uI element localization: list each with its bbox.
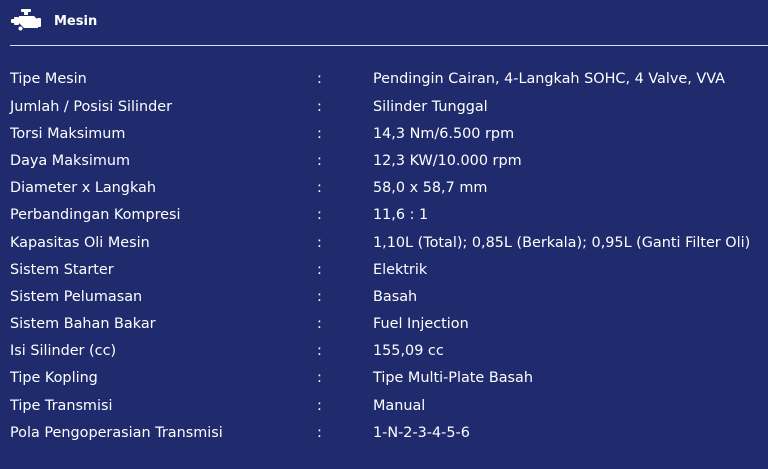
spec-row	[10, 120, 768, 147]
spec-separator: :	[317, 424, 322, 441]
spec-label: Torsi Maksimum	[10, 125, 126, 142]
spec-value: Basah	[373, 288, 418, 305]
spec-row	[10, 175, 768, 202]
spec-separator: :	[317, 234, 322, 251]
spec-separator: :	[317, 397, 322, 414]
spec-separator: :	[317, 343, 322, 360]
header-divider	[10, 45, 768, 46]
spec-row	[10, 338, 768, 365]
spec-separator: :	[317, 71, 322, 88]
spec-label: Pola Pengoperasian Transmisi	[10, 424, 223, 441]
spec-label: Isi Silinder (cc)	[10, 343, 117, 360]
spec-label: Tipe Transmisi	[10, 397, 113, 414]
spec-value: 12,3 KW/10.000 rpm	[373, 152, 522, 169]
spec-value: Silinder Tunggal	[373, 98, 488, 115]
spec-label: Sistem Bahan Bakar	[10, 316, 156, 333]
spec-separator: :	[317, 316, 322, 333]
spec-value: 155,09 cc	[373, 343, 444, 360]
spec-separator: :	[317, 261, 322, 278]
spec-value: 1-N-2-3-4-5-6	[373, 424, 470, 441]
spec-label: Daya Maksimum	[10, 152, 131, 169]
spec-separator: :	[317, 207, 322, 224]
spec-label: Sistem Starter	[10, 261, 114, 278]
spec-label: Tipe Mesin	[10, 71, 87, 88]
spec-label: Diameter x Langkah	[10, 180, 156, 197]
spec-label: Sistem Pelumasan	[10, 288, 143, 305]
section-title: Mesin	[54, 13, 98, 29]
spec-row	[10, 66, 768, 93]
engine-icon	[10, 8, 44, 34]
spec-value: 11,6 : 1	[373, 207, 429, 224]
spec-row	[10, 392, 768, 419]
spec-row	[10, 419, 768, 446]
spec-separator: :	[317, 152, 322, 169]
spec-row	[10, 311, 768, 338]
spec-value: Tipe Multi-Plate Basah	[373, 370, 533, 387]
spec-separator: :	[317, 288, 322, 305]
spec-value: Pendingin Cairan, 4-Langkah SOHC, 4 Valve, VVA	[373, 71, 726, 88]
spec-row	[10, 284, 768, 311]
spec-value: Elektrik	[373, 261, 428, 278]
spec-label: Jumlah / Posisi Silinder	[10, 98, 173, 115]
spec-value: 58,0 x 58,7 mm	[373, 180, 488, 197]
spec-row	[10, 93, 768, 120]
spec-row	[10, 229, 768, 256]
spec-value: 14,3 Nm/6.500 rpm	[373, 125, 515, 142]
section-header	[10, 6, 97, 36]
spec-separator: :	[317, 180, 322, 197]
engine-spec-list	[10, 66, 768, 447]
spec-value: Manual	[373, 397, 426, 414]
spec-label: Kapasitas Oli Mesin	[10, 234, 150, 251]
spec-label: Tipe Kopling	[10, 370, 98, 387]
spec-row	[10, 256, 768, 283]
spec-row	[10, 148, 768, 175]
spec-label: Perbandingan Kompresi	[10, 207, 181, 224]
spec-row	[10, 365, 768, 392]
spec-value: Fuel Injection	[373, 316, 469, 333]
spec-separator: :	[317, 125, 322, 142]
spec-separator: :	[317, 98, 322, 115]
spec-row	[10, 202, 768, 229]
spec-value: 1,10L (Total); 0,85L (Berkala); 0,95L (Ganti Filter Oli)	[373, 234, 751, 251]
spec-separator: :	[317, 370, 322, 387]
